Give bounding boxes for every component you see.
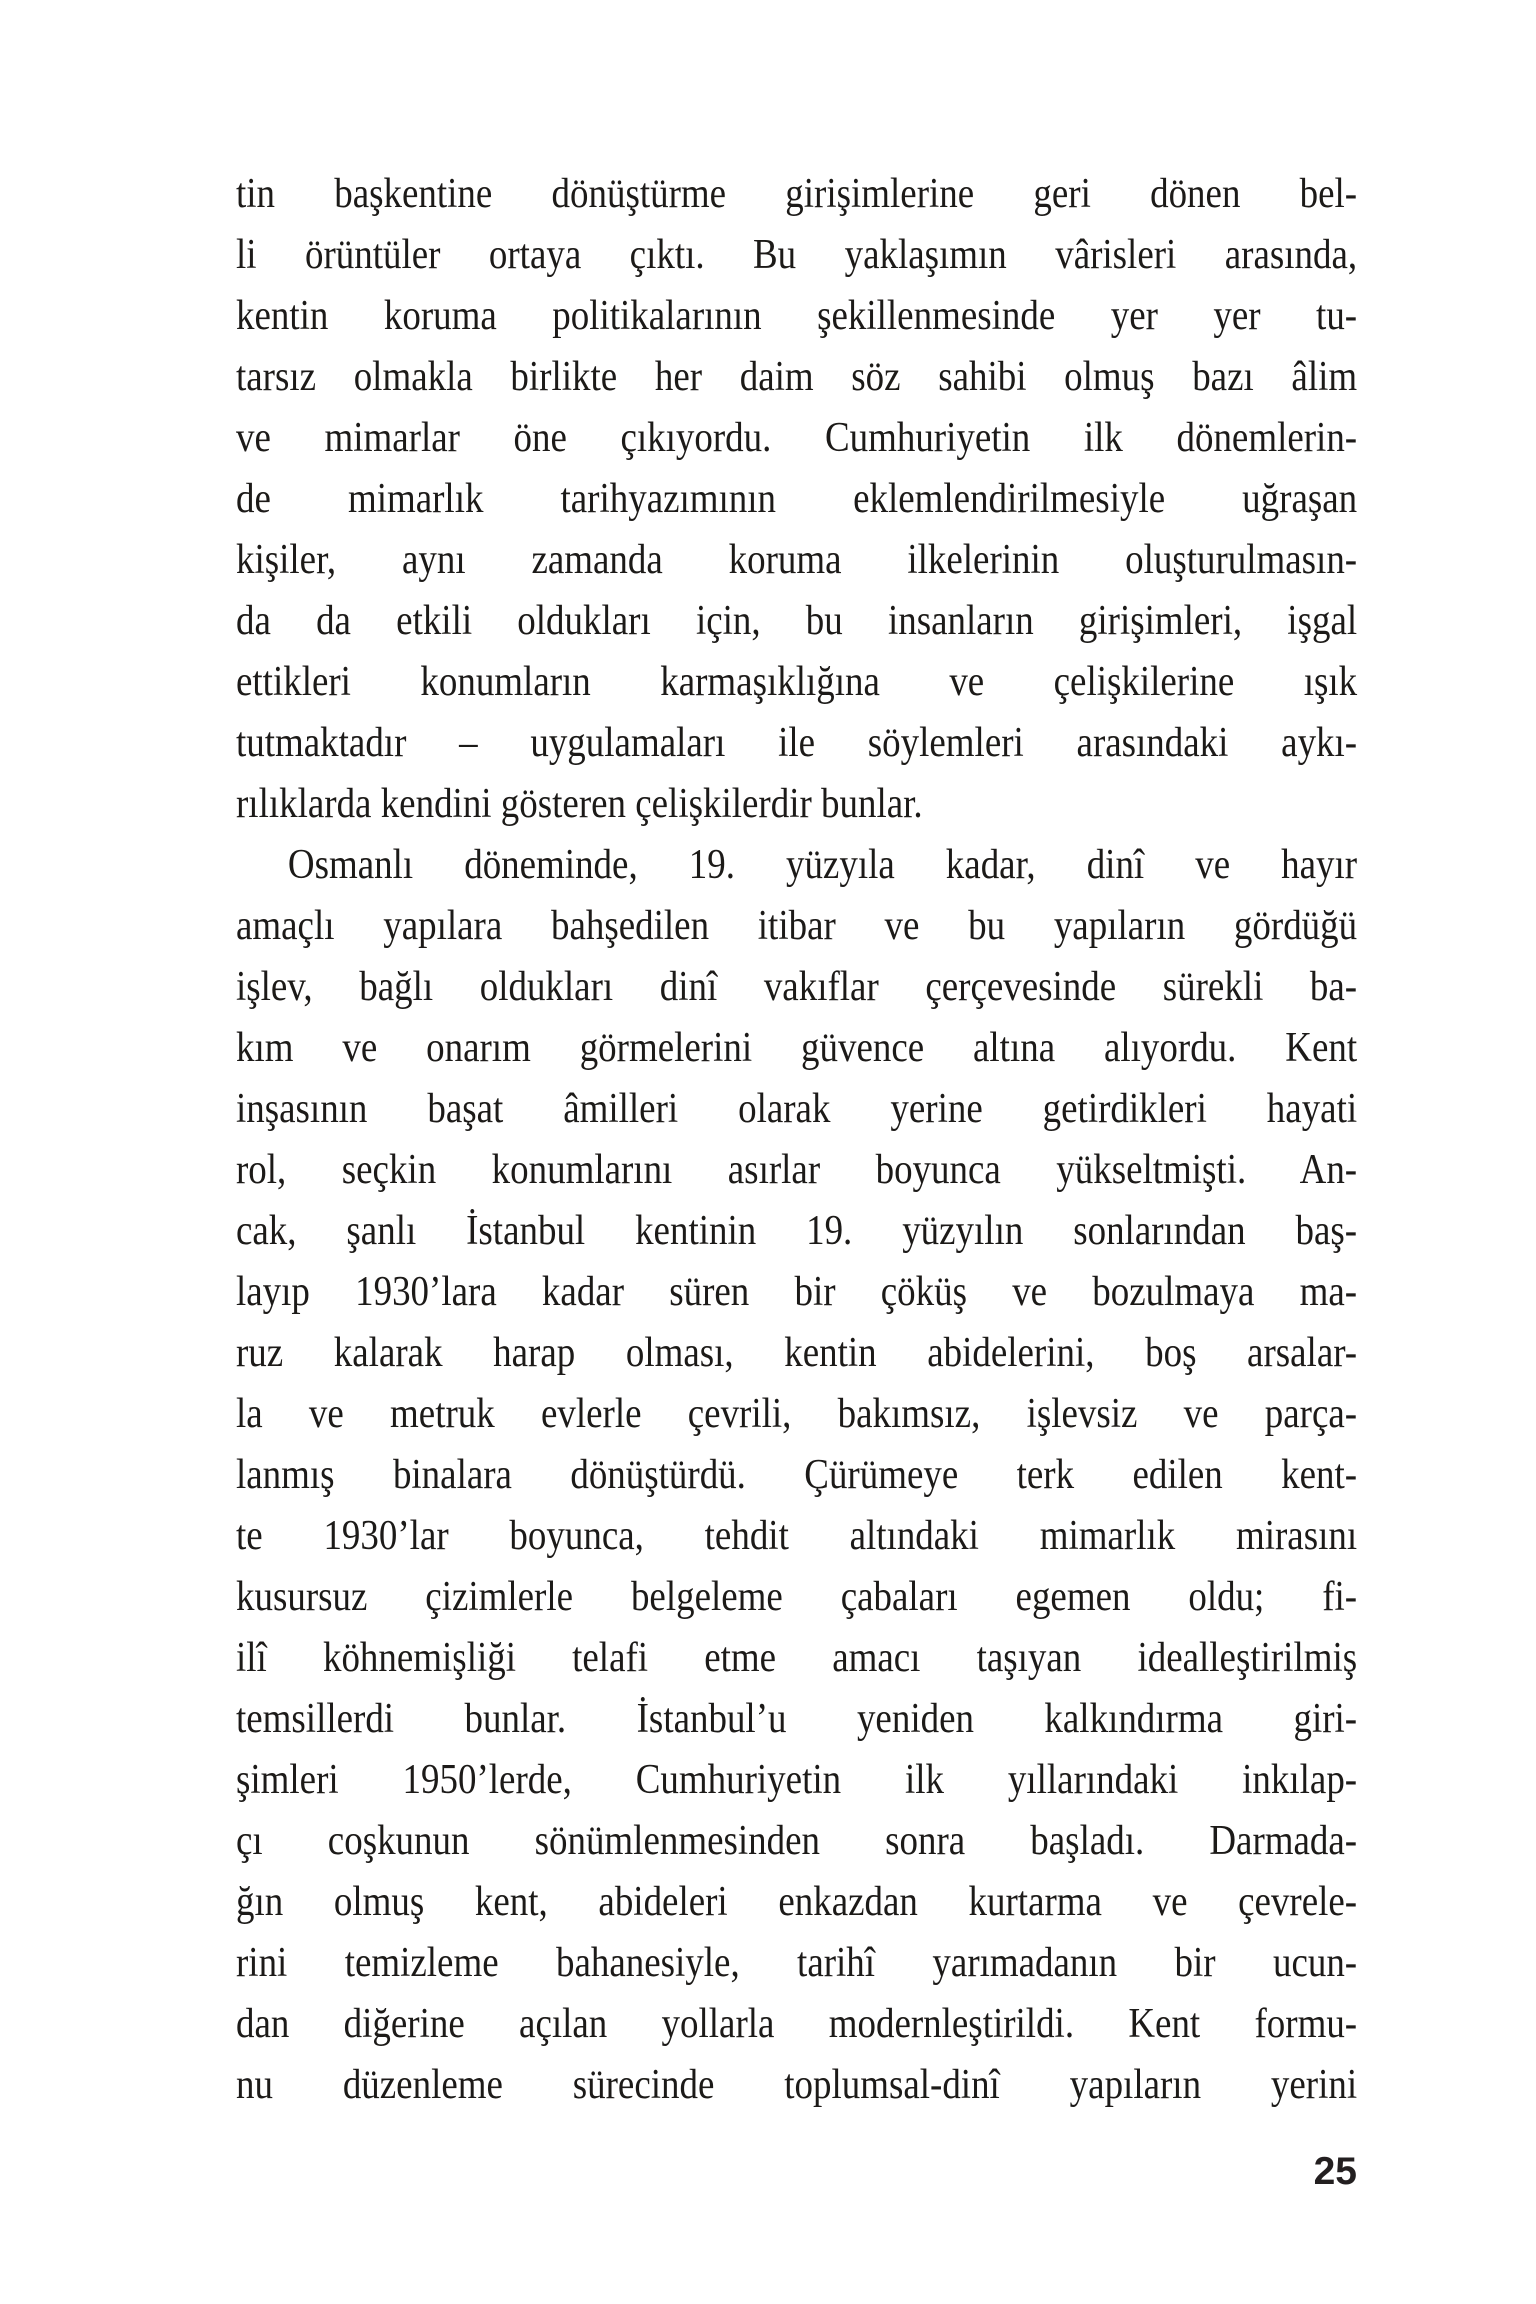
- text-line: kentin koruma politikalarının şekillenmesinde yer yer tu-: [236, 293, 1358, 339]
- text-line: da da etkili oldukları için, bu insanların girişimleri, işgal: [236, 598, 1358, 644]
- text-line: cak, şanlı İstanbul kentinin 19. yüzyılın sonlarından baş-: [236, 1208, 1358, 1254]
- text-line: te 1930’lar boyunca, tehdit altındaki mimarlık mirasını: [236, 1513, 1358, 1559]
- text-line: kım ve onarım görmelerini güvence altına alıyordu. Kent: [236, 1025, 1358, 1071]
- text-line: rılıklarda kendini gösteren çelişkilerdir bunlar.: [236, 781, 923, 827]
- text-line: temsillerdi bunlar. İstanbul’u yeniden kalkındırma giri-: [236, 1696, 1358, 1742]
- text-line: çı coşkunun sönümlenmesinden sonra başladı. Darmada-: [236, 1818, 1358, 1864]
- text-line: rol, seçkin konumlarını asırlar boyunca yükseltmişti. An-: [236, 1147, 1358, 1193]
- text-line: tarsız olmakla birlikte her daim söz sahibi olmuş bazı âlim: [236, 354, 1358, 400]
- text-line: ettikleri konumların karmaşıklığına ve çelişkilerine ışık: [236, 659, 1358, 705]
- text-line: de mimarlık tarihyazımının eklemlendirilmesiyle uğraşan: [236, 476, 1358, 522]
- text-line: rini temizleme bahanesiyle, tarihî yarımadanın bir ucun-: [236, 1940, 1358, 1986]
- text-line: işlev, bağlı oldukları dinî vakıflar çerçevesinde sürekli ba-: [236, 964, 1358, 1010]
- text-line: Osmanlı döneminde, 19. yüzyıla kadar, dinî ve hayır: [287, 842, 1358, 888]
- text-line: ruz kalarak harap olması, kentin abidelerini, boş arsalar-: [236, 1330, 1358, 1376]
- text-line: dan diğerine açılan yollarla modernleştirildi. Kent formu-: [236, 2001, 1358, 2047]
- text-line: tutmaktadır – uygulamaları ile söylemleri arasındaki aykı-: [236, 720, 1358, 766]
- text-line: ğın olmuş kent, abideleri enkazdan kurtarma ve çevrele-: [236, 1879, 1358, 1925]
- text-line: layıp 1930’lara kadar süren bir çöküş ve bozulmaya ma-: [236, 1269, 1358, 1315]
- text-line: nu düzenleme sürecinde toplumsal-dinî yapıların yerini: [236, 2062, 1358, 2108]
- text-line: la ve metruk evlerle çevrili, bakımsız, işlevsiz ve parça-: [236, 1391, 1358, 1437]
- text-line: kusursuz çizimlerle belgeleme çabaları egemen oldu; fi-: [236, 1574, 1358, 1620]
- text-line: amaçlı yapılara bahşedilen itibar ve bu yapıların gördüğü: [236, 903, 1358, 949]
- text-line: ilî köhnemişliği telafi etme amacı taşıyan idealleştirilmiş: [236, 1635, 1358, 1681]
- page-number: 25: [1313, 2150, 1357, 2193]
- text-line: inşasının başat âmilleri olarak yerine getirdikleri hayati: [236, 1086, 1358, 1132]
- text-line: şimleri 1950’lerde, Cumhuriyetin ilk yıllarındaki inkılap-: [236, 1757, 1358, 1803]
- text-line: tin başkentine dönüştürme girişimlerine geri dönen bel-: [236, 171, 1358, 217]
- text-line: kişiler, aynı zamanda koruma ilkelerinin oluşturulmasın-: [236, 537, 1358, 583]
- text-line: lanmış binalara dönüştürdü. Çürümeye terk edilen kent-: [236, 1452, 1358, 1498]
- text-line: li örüntüler ortaya çıktı. Bu yaklaşımın vârisleri arasında,: [236, 232, 1358, 278]
- body-text: [236, 164, 1357, 2116]
- text-line: ve mimarlar öne çıkıyordu. Cumhuriyetin ilk dönemlerin-: [236, 415, 1358, 461]
- text-lines: [236, 164, 1357, 2116]
